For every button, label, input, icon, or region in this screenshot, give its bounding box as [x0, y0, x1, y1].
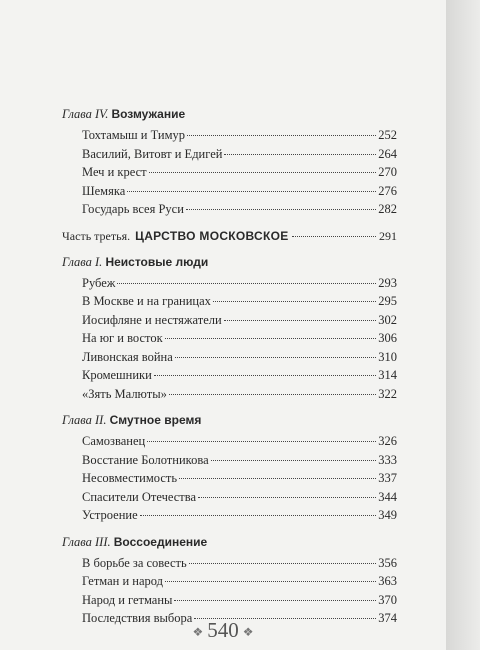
- toc-entry: [82, 572, 397, 591]
- dot-leader: [147, 441, 376, 442]
- chapter-heading: [62, 412, 397, 428]
- table-of-contents: [62, 106, 397, 637]
- dot-leader: [165, 338, 377, 339]
- entry-title: На юг и восток: [82, 331, 163, 345]
- toc-entry: [82, 126, 397, 145]
- entry-page: 314: [378, 368, 397, 382]
- toc-entry: [82, 469, 397, 488]
- toc-entry: [82, 488, 397, 507]
- entry-page: 337: [378, 471, 397, 485]
- toc-entry: [82, 163, 397, 182]
- toc-entry: [82, 329, 397, 348]
- ornament-icon: ❖: [242, 624, 254, 639]
- chapter-heading: [62, 106, 397, 122]
- chapter-i-group: [62, 254, 397, 404]
- part-label: Часть третья.: [62, 228, 131, 243]
- chapter-iii-group: [62, 534, 397, 628]
- entry-title: Меч и крест: [82, 165, 147, 179]
- dot-leader: [117, 283, 376, 284]
- entry-title: Самозванец: [82, 434, 146, 448]
- toc-entry: [82, 451, 397, 470]
- page-number: 540: [207, 618, 239, 642]
- entry-page: 370: [378, 592, 397, 607]
- chapter-heading: [62, 254, 397, 270]
- dot-leader: [213, 301, 376, 302]
- part-page: 291: [379, 228, 397, 243]
- dot-leader: [127, 191, 376, 192]
- ornament-icon: ❖: [192, 624, 204, 639]
- dot-leader: [292, 236, 376, 237]
- toc-entry: [82, 348, 397, 367]
- entry-page: 310: [378, 349, 397, 364]
- dot-leader: [179, 478, 376, 479]
- entry-title: Несовместимость: [82, 471, 178, 485]
- entry-page: 326: [378, 434, 397, 448]
- toc-entry: [82, 182, 397, 201]
- toc-entry: [82, 506, 397, 525]
- entry-page: 276: [378, 183, 397, 198]
- entry-page: 322: [378, 386, 397, 401]
- chapter-name: Возмужание: [111, 107, 186, 121]
- entry-page: 264: [378, 146, 397, 161]
- page-number-footer: [0, 618, 446, 643]
- toc-entry: [82, 274, 397, 293]
- dot-leader: [169, 394, 376, 395]
- entry-title: Народ и гетманы: [82, 592, 173, 607]
- entry-title: Спасители Отечества: [82, 489, 197, 504]
- dot-leader: [186, 209, 376, 210]
- dot-leader: [224, 320, 377, 321]
- entry-title: Рубеж: [82, 275, 116, 290]
- toc-entry: [82, 311, 397, 330]
- entry-title: Последствия выбора: [82, 611, 193, 625]
- entry-title: Устроение: [82, 508, 138, 522]
- toc-entry: [82, 200, 397, 219]
- entry-page: 302: [378, 312, 397, 327]
- chapter-name: Смутное время: [109, 413, 202, 427]
- dot-leader: [175, 357, 376, 358]
- toc-entry: [82, 385, 397, 404]
- dot-leader: [165, 581, 376, 582]
- chapter-name: Воссоединение: [113, 534, 208, 549]
- dot-leader: [149, 172, 377, 173]
- toc-entry: [82, 591, 397, 610]
- entry-title: В борьбе за совесть: [82, 555, 187, 570]
- entry-title: Иосифляне и нестяжатели: [82, 312, 222, 327]
- entry-title: Государь всея Руси: [82, 202, 184, 216]
- chapter-heading: [62, 534, 397, 550]
- entry-title: Шемяка: [82, 183, 126, 198]
- entry-page: 356: [378, 555, 397, 570]
- toc-entry: [82, 366, 397, 385]
- dot-leader: [189, 563, 377, 564]
- chapter-prefix: Глава III.: [62, 534, 111, 549]
- entry-page: 333: [378, 452, 397, 467]
- chapter-ii-group: [62, 412, 397, 525]
- toc-entry: [82, 145, 397, 164]
- entry-title: Ливонская война: [82, 349, 173, 364]
- entry-title: Тохтамыш и Тимур: [82, 128, 186, 142]
- entry-title: Кромешники: [82, 368, 152, 382]
- entry-page: 306: [378, 331, 397, 345]
- entry-title: Василий, Витовт и Едигей: [82, 146, 223, 161]
- entry-page: 295: [378, 294, 397, 308]
- chapter-name: Неистовые люди: [105, 254, 209, 269]
- chapter-prefix: Глава II.: [62, 413, 107, 427]
- entry-page: 363: [378, 574, 397, 588]
- entry-title: «Зять Малюты»: [82, 386, 167, 401]
- entry-page: 270: [378, 165, 397, 179]
- entry-page: 349: [378, 508, 397, 522]
- dot-leader: [174, 600, 376, 601]
- dot-leader: [198, 497, 376, 498]
- entry-page: 252: [378, 128, 397, 142]
- part-heading: [62, 228, 397, 244]
- chapter-prefix: Глава IV.: [62, 107, 109, 121]
- dot-leader: [224, 154, 376, 155]
- dot-leader: [154, 375, 376, 376]
- part-name: ЦАРСТВО МОСКОВСКОЕ: [135, 228, 289, 243]
- dot-leader: [187, 135, 376, 136]
- entry-title: В Москве и на границах: [82, 294, 211, 308]
- entry-page: 293: [378, 275, 397, 290]
- entry-page: 374: [378, 611, 397, 625]
- chapter-iv-group: [62, 106, 397, 219]
- dot-leader: [211, 460, 377, 461]
- chapter-prefix: Глава I.: [62, 254, 103, 269]
- page-edge-shadow: [446, 0, 480, 650]
- toc-entry: [82, 432, 397, 451]
- dot-leader: [140, 515, 377, 516]
- toc-entry: [82, 554, 397, 573]
- entry-title: Гетман и народ: [82, 574, 164, 588]
- entry-title: Восстание Болотникова: [82, 452, 209, 467]
- toc-entry: [82, 292, 397, 311]
- entry-page: 344: [378, 489, 397, 504]
- entry-page: 282: [378, 202, 397, 216]
